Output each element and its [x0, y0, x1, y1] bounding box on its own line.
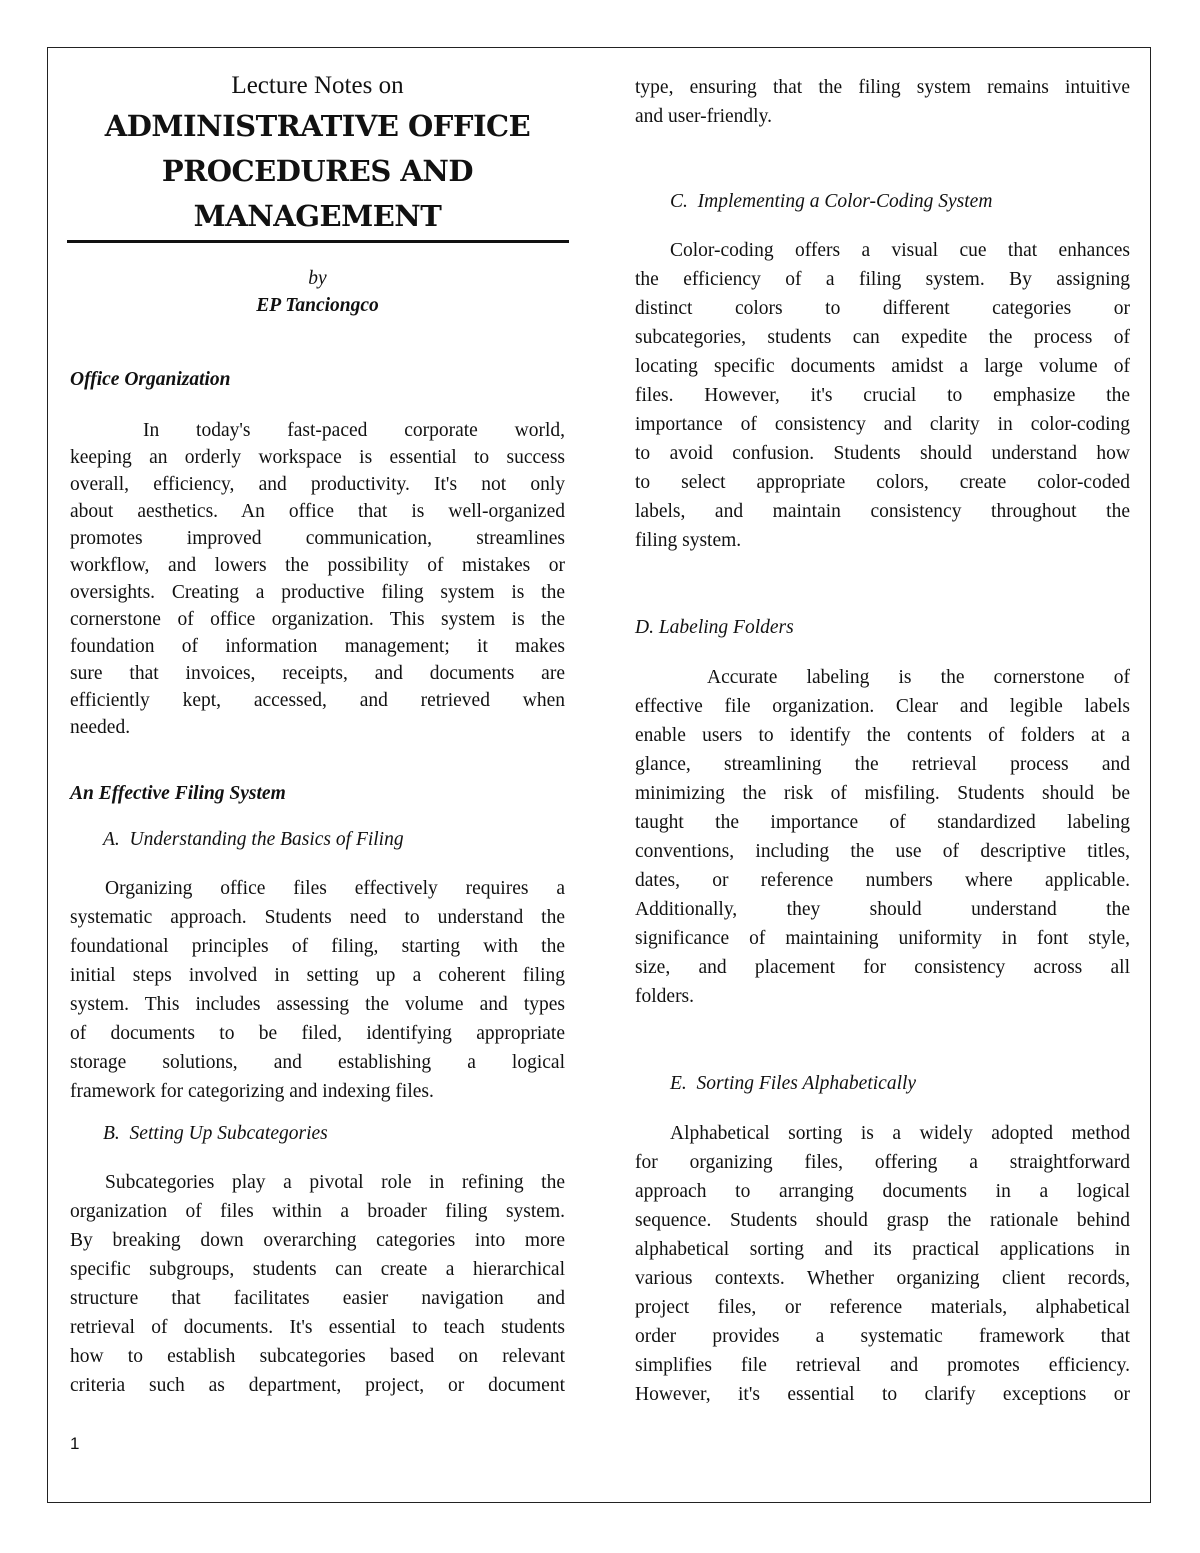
author: EP Tanciongco: [256, 295, 379, 316]
text-line: subcategories, students can expedite the process of: [635, 327, 1130, 348]
text-line: system. This includes assessing the volume and types: [70, 994, 565, 1015]
text-line: to select appropriate colors, create color-coded: [635, 472, 1130, 493]
text-line: By breaking down overarching categories into more: [70, 1230, 565, 1251]
text-line: promotes improved communication, streamlines: [70, 528, 565, 549]
paragraph-b: [70, 1168, 565, 1400]
paragraph-b-continued: [635, 73, 1130, 131]
text-line: filing system.: [635, 530, 742, 551]
text-line: files. However, it's crucial to emphasize the: [635, 385, 1130, 406]
text-line: type, ensuring that the filing system remains intuitive: [635, 77, 1130, 98]
text-line: to avoid confusion. Students should understand how: [635, 443, 1130, 464]
text-line: structure that facilitates easier navigation and: [70, 1288, 565, 1309]
text-line: Organizing office files effectively requires a: [105, 878, 565, 899]
title-line: ADMINISTRATIVE OFFICE: [104, 109, 531, 143]
text-line: specific subgroups, students can create a hierarchical: [70, 1259, 565, 1280]
by-label: by: [308, 268, 327, 289]
text-line: and user-friendly.: [635, 106, 772, 127]
text-line: labels, and maintain consistency throughout the: [635, 501, 1130, 522]
text-line: criteria such as department, project, or document: [70, 1375, 565, 1396]
page-number: 1: [70, 1434, 80, 1453]
text-line: workflow, and lowers the possibility of mistakes or: [70, 555, 565, 576]
text-line: retrieval of documents. It's essential to teach students: [70, 1317, 565, 1338]
text-line: importance of consistency and clarity in color-coding: [635, 414, 1130, 435]
text-line: keeping an orderly workspace is essential to success: [70, 447, 565, 468]
text-line: order provides a systematic framework that: [635, 1326, 1130, 1347]
text-line: minimizing the risk of misfiling. Students should be: [635, 783, 1130, 804]
text-line: framework for categorizing and indexing files.: [70, 1081, 434, 1102]
text-line: In today's fast-paced corporate world,: [143, 420, 565, 441]
text-line: organization of files within a broader filing system.: [70, 1201, 565, 1222]
pretitle: Lecture Notes on: [231, 72, 404, 99]
paragraph-a: [70, 874, 565, 1106]
heading-e: E. Sorting Files Alphabetically: [670, 1073, 917, 1094]
text-line: overall, efficiency, and productivity. It's not only: [70, 474, 565, 495]
heading-a: A. Understanding the Basics of Filing: [103, 829, 404, 850]
heading-d: D. Labeling Folders: [635, 617, 794, 638]
text-line: sure that invoices, receipts, and documents are: [70, 663, 565, 684]
text-line: size, and placement for consistency across all: [635, 957, 1130, 978]
text-line: oversights. Creating a productive filing system is the: [70, 582, 565, 603]
text-line: However, it's essential to clarify exceptions or: [635, 1384, 1130, 1405]
text-line: cornerstone of office organization. This system is the: [70, 609, 565, 630]
heading-office-organization: Office Organization: [70, 369, 231, 390]
text-line: sequence. Students should grasp the rationale behind: [635, 1210, 1130, 1231]
paragraph-e: [635, 1119, 1130, 1409]
heading-b: B. Setting Up Subcategories: [103, 1123, 328, 1144]
text-line: approach to arranging documents in a logical: [635, 1181, 1130, 1202]
text-line: systematic approach. Students need to understand the: [70, 907, 565, 928]
text-line: project files, or reference materials, alphabetical: [635, 1297, 1130, 1318]
text-line: for organizing files, offering a straightforward: [635, 1152, 1130, 1173]
text-line: Additionally, they should understand the: [635, 899, 1130, 920]
text-line: foundational principles of filing, starting with the: [70, 936, 565, 957]
title-rule: [67, 240, 569, 243]
text-line: folders.: [635, 986, 695, 1007]
text-line: needed.: [70, 717, 131, 738]
text-line: distinct colors to different categories or: [635, 298, 1130, 319]
text-line: alphabetical sorting and its practical applications in: [635, 1239, 1130, 1260]
text-line: efficiently kept, accessed, and retrieved when: [70, 690, 565, 711]
text-line: simplifies file retrieval and promotes efficiency.: [635, 1355, 1130, 1376]
text-line: Accurate labeling is the cornerstone of: [707, 667, 1130, 688]
text-line: glance, streamlining the retrieval process and: [635, 754, 1130, 775]
text-line: effective file organization. Clear and legible labels: [635, 696, 1130, 717]
text-line: conventions, including the use of descriptive titles,: [635, 841, 1130, 862]
paragraph-d: [635, 663, 1130, 1011]
heading-c: C. Implementing a Color-Coding System: [670, 191, 993, 212]
heading-effective-filing: An Effective Filing System: [70, 783, 286, 804]
text-line: enable users to identify the contents of folders at a: [635, 725, 1130, 746]
title-line: MANAGEMENT: [193, 199, 442, 233]
text-line: storage solutions, and establishing a logical: [70, 1052, 565, 1073]
text-line: about aesthetics. An office that is well-organized: [70, 501, 565, 522]
text-line: locating specific documents amidst a large volume of: [635, 356, 1130, 377]
text-line: the efficiency of a filing system. By assigning: [635, 269, 1130, 290]
text-line: how to establish subcategories based on relevant: [70, 1346, 565, 1367]
text-line: of documents to be filed, identifying appropriate: [70, 1023, 565, 1044]
paragraph-c: [635, 236, 1130, 555]
text-line: Alphabetical sorting is a widely adopted method: [670, 1123, 1130, 1144]
title-line: PROCEDURES AND: [161, 154, 474, 188]
text-line: various contexts. Whether organizing client records,: [635, 1268, 1130, 1289]
text-line: significance of maintaining uniformity in font style,: [635, 928, 1130, 949]
document-title: [62, 104, 573, 239]
text-line: dates, or reference numbers where applicable.: [635, 870, 1130, 891]
text-line: initial steps involved in setting up a coherent filing: [70, 965, 565, 986]
text-line: taught the importance of standardized labeling: [635, 812, 1130, 833]
paragraph-office-organization: [70, 417, 565, 741]
text-line: foundation of information management; it makes: [70, 636, 565, 657]
text-line: Color-coding offers a visual cue that enhances: [670, 240, 1130, 261]
text-line: Subcategories play a pivotal role in refining the: [105, 1172, 565, 1193]
